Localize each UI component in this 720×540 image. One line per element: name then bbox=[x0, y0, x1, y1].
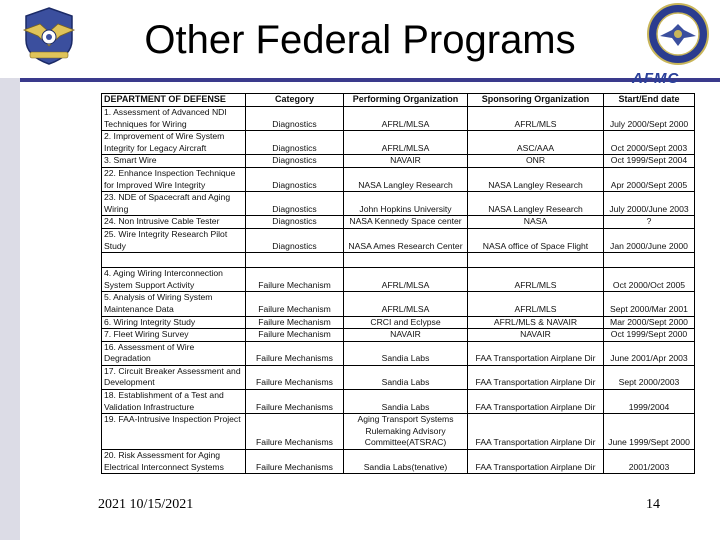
program-category: Failure Mechanism bbox=[246, 292, 344, 316]
program-category: Diagnostics bbox=[246, 155, 344, 168]
sponsoring-org: NAVAIR bbox=[468, 329, 604, 342]
table-row bbox=[102, 228, 695, 252]
program-name: 7. Fleet Wiring Survey bbox=[102, 329, 246, 342]
table-row bbox=[102, 316, 695, 329]
start-end-date: Sept 2000/Mar 2001 bbox=[604, 292, 695, 316]
title-underline bbox=[20, 78, 720, 82]
table-row bbox=[102, 365, 695, 389]
performing-org: Sandia Labs bbox=[344, 390, 468, 414]
table-row bbox=[102, 329, 695, 342]
program-category: Failure Mechanisms bbox=[246, 414, 344, 450]
program-category: Diagnostics bbox=[246, 228, 344, 252]
performing-org: John Hopkins University bbox=[344, 192, 468, 216]
afmc-wordmark: AFMC bbox=[632, 70, 680, 87]
col-header-category: Category bbox=[246, 94, 344, 107]
sponsoring-org: ASC/AAA bbox=[468, 131, 604, 155]
sponsoring-org: FAA Transportation Airplane Dir bbox=[468, 414, 604, 450]
sponsoring-org: NASA office of Space Flight bbox=[468, 228, 604, 252]
program-category: Diagnostics bbox=[246, 216, 344, 229]
sponsoring-org: FAA Transportation Airplane Dir bbox=[468, 450, 604, 474]
table-row bbox=[102, 216, 695, 229]
table-section-gap bbox=[102, 253, 695, 268]
performing-org: AFRL/MLSA bbox=[344, 131, 468, 155]
table-row bbox=[102, 390, 695, 414]
program-name: 1. Assessment of Advanced NDI Techniques for Wiring bbox=[102, 107, 246, 131]
start-end-date: June 1999/Sept 2000 bbox=[604, 414, 695, 450]
start-end-date: 2001/2003 bbox=[604, 450, 695, 474]
program-category: Failure Mechanisms bbox=[246, 450, 344, 474]
sponsoring-org: NASA Langley Research bbox=[468, 192, 604, 216]
program-category: Failure Mechanism bbox=[246, 268, 344, 292]
program-name: 22. Enhance Inspection Technique for Improved Wire Integrity bbox=[102, 167, 246, 191]
performing-org: NASA Kennedy Space center bbox=[344, 216, 468, 229]
sponsoring-org: NASA bbox=[468, 216, 604, 229]
table-row bbox=[102, 341, 695, 365]
sponsoring-org: FAA Transportation Airplane Dir bbox=[468, 341, 604, 365]
program-name: 6. Wiring Integrity Study bbox=[102, 316, 246, 329]
start-end-date: Oct 2000/Oct 2005 bbox=[604, 268, 695, 292]
air-force-command-emblem-icon bbox=[20, 6, 78, 66]
page-number: 14 bbox=[646, 497, 660, 512]
start-end-date: July 2000/June 2003 bbox=[604, 192, 695, 216]
program-name: 3. Smart Wire bbox=[102, 155, 246, 168]
program-name: 24. Non Intrusive Cable Tester bbox=[102, 216, 246, 229]
start-end-date: Apr 2000/Sept 2005 bbox=[604, 167, 695, 191]
start-end-date: Oct 1999/Sept 2000 bbox=[604, 329, 695, 342]
start-end-date: Oct 1999/Sept 2004 bbox=[604, 155, 695, 168]
col-header-sponsoring-org: Sponsoring Organization bbox=[468, 94, 604, 107]
col-header-dod: DEPARTMENT OF DEFENSE bbox=[102, 94, 246, 107]
start-end-date: Oct 2000/Sept 2003 bbox=[604, 131, 695, 155]
afmc-seal-icon bbox=[646, 2, 710, 66]
col-header-performing-org: Performing Organization bbox=[344, 94, 468, 107]
program-category: Diagnostics bbox=[246, 167, 344, 191]
program-category: Failure Mechanism bbox=[246, 316, 344, 329]
programs-table bbox=[101, 93, 694, 474]
program-name: 16. Assessment of Wire Degradation bbox=[102, 341, 246, 365]
table-row bbox=[102, 131, 695, 155]
program-name: 4. Aging Wiring Interconnection System Support Activity bbox=[102, 268, 246, 292]
program-name: 20. Risk Assessment for Aging Electrical Interconnect Systems bbox=[102, 450, 246, 474]
table-row bbox=[102, 268, 695, 292]
program-name: 18. Establishment of a Test and Validation Infrastructure bbox=[102, 390, 246, 414]
sponsoring-org: FAA Transportation Airplane Dir bbox=[468, 390, 604, 414]
performing-org: NASA Langley Research bbox=[344, 167, 468, 191]
sponsoring-org: NASA Langley Research bbox=[468, 167, 604, 191]
performing-org: AFRL/MLSA bbox=[344, 292, 468, 316]
program-name: 19. FAA-Intrusive Inspection Project bbox=[102, 414, 246, 450]
program-name: 5. Analysis of Wiring System Maintenance Data bbox=[102, 292, 246, 316]
start-end-date: Mar 2000/Sept 2000 bbox=[604, 316, 695, 329]
sponsoring-org: AFRL/MLS & NAVAIR bbox=[468, 316, 604, 329]
table-header-row bbox=[102, 94, 695, 107]
program-category: Diagnostics bbox=[246, 192, 344, 216]
sponsoring-org: AFRL/MLS bbox=[468, 292, 604, 316]
table-row bbox=[102, 292, 695, 316]
table-row bbox=[102, 414, 695, 450]
sponsoring-org: AFRL/MLS bbox=[468, 107, 604, 131]
program-name: 17. Circuit Breaker Assessment and Development bbox=[102, 365, 246, 389]
start-end-date: ? bbox=[604, 216, 695, 229]
sponsoring-org: AFRL/MLS bbox=[468, 268, 604, 292]
program-category: Failure Mechanism bbox=[246, 329, 344, 342]
performing-org: CRCI and Eclypse bbox=[344, 316, 468, 329]
performing-org: AFRL/MLSA bbox=[344, 268, 468, 292]
footer-date: 2021 10/15/2021 bbox=[98, 497, 194, 512]
program-category: Failure Mechanisms bbox=[246, 390, 344, 414]
performing-org: Sandia Labs bbox=[344, 365, 468, 389]
start-end-date: Jan 2000/June 2000 bbox=[604, 228, 695, 252]
program-name: 2. Improvement of Wire System Integrity for Legacy Aircraft bbox=[102, 131, 246, 155]
page-title: Other Federal Programs bbox=[144, 18, 576, 62]
program-name: 23. NDE of Spacecraft and Aging Wiring bbox=[102, 192, 246, 216]
program-category: Diagnostics bbox=[246, 107, 344, 131]
table-row bbox=[102, 107, 695, 131]
table-row bbox=[102, 167, 695, 191]
col-header-dates: Start/End date bbox=[604, 94, 695, 107]
performing-org: Sandia Labs bbox=[344, 341, 468, 365]
performing-org: Aging Transport Systems Rulemaking Advisory Committee(ATSRAC) bbox=[344, 414, 468, 450]
program-category: Diagnostics bbox=[246, 131, 344, 155]
start-end-date: 1999/2004 bbox=[604, 390, 695, 414]
performing-org: Sandia Labs(tenative) bbox=[344, 450, 468, 474]
table-row bbox=[102, 450, 695, 474]
performing-org: NAVAIR bbox=[344, 329, 468, 342]
table-row bbox=[102, 192, 695, 216]
table-row bbox=[102, 155, 695, 168]
sponsoring-org: FAA Transportation Airplane Dir bbox=[468, 365, 604, 389]
start-end-date: July 2000/Sept 2000 bbox=[604, 107, 695, 131]
performing-org: NASA Ames Research Center bbox=[344, 228, 468, 252]
performing-org: NAVAIR bbox=[344, 155, 468, 168]
slide-sidebar bbox=[0, 78, 20, 540]
program-name: 25. Wire Integrity Research Pilot Study bbox=[102, 228, 246, 252]
performing-org: AFRL/MLSA bbox=[344, 107, 468, 131]
start-end-date: Sept 2000/2003 bbox=[604, 365, 695, 389]
start-end-date: June 2001/Apr 2003 bbox=[604, 341, 695, 365]
program-category: Failure Mechanisms bbox=[246, 341, 344, 365]
program-category: Failure Mechanisms bbox=[246, 365, 344, 389]
sponsoring-org: ONR bbox=[468, 155, 604, 168]
